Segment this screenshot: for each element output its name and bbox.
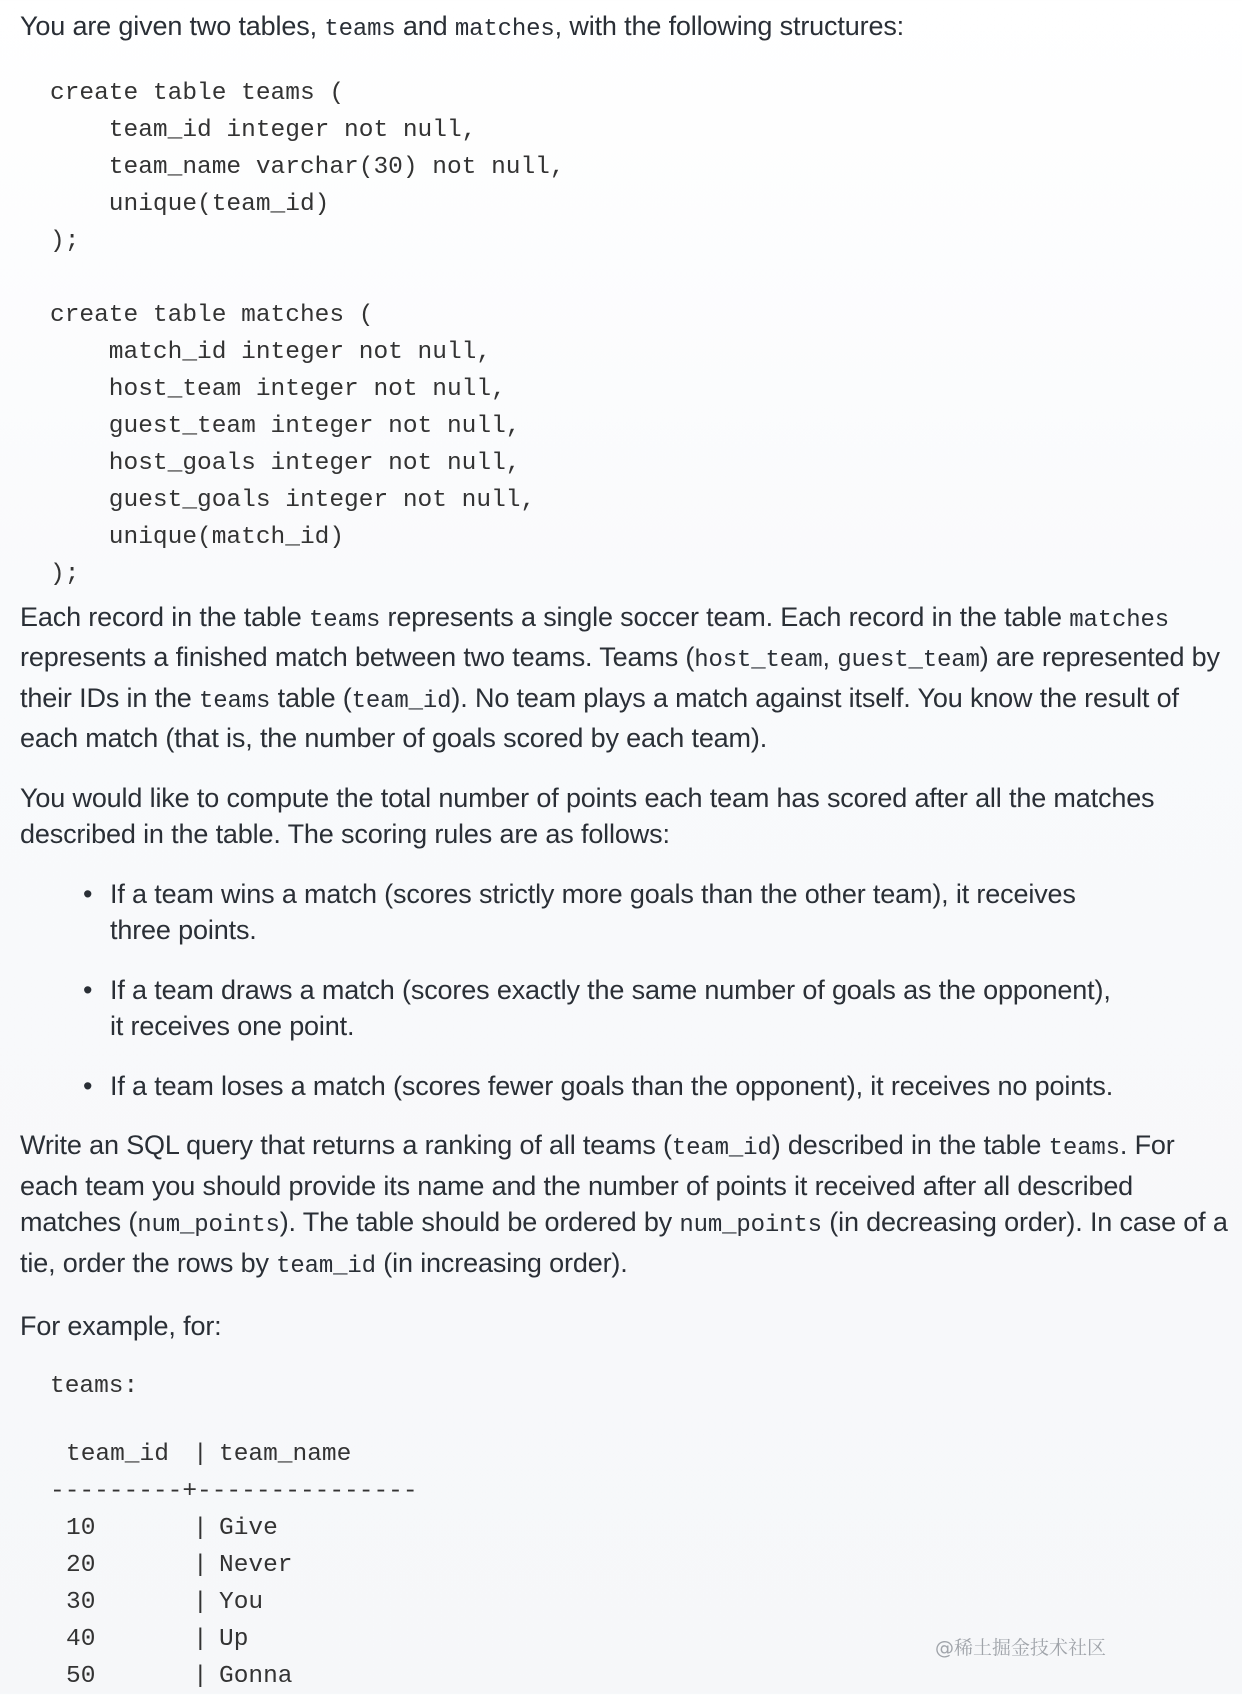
bullet-icon: •	[83, 878, 93, 909]
para3-text-2: ) described in the table	[771, 1130, 1049, 1160]
para1-text-1: Each record in the table	[20, 601, 309, 632]
intro-text-3: , with the following structures:	[554, 11, 905, 41]
intro-text-1: You are given two tables,	[20, 11, 325, 41]
intro-text-2: and	[395, 11, 455, 41]
inline-code: teams	[1048, 1135, 1120, 1162]
list-item	[20, 972, 1230, 1045]
para1-text-5: ) are represented by their IDs in the	[20, 642, 1220, 713]
problem-statement	[20, 8, 1230, 1695]
bullet-icon: •	[83, 1070, 93, 1101]
inline-code: guest_team	[837, 647, 980, 674]
para1-text-3: represents a finished match between two teams. Teams (	[20, 642, 695, 672]
scoring-intro-paragraph: You would like to compute the total number of points each team has scored after all the matches described in the table. The scoring rules are as follows:	[20, 782, 1155, 849]
inline-code: team_id	[671, 1135, 772, 1162]
inline-code: team_id	[351, 687, 452, 715]
bullet-icon: •	[83, 974, 93, 1005]
list-item	[20, 876, 1230, 949]
cell-team-name: Give	[219, 1514, 278, 1542]
schema-code-block: create table teams ( team_id integer not null, team_name varchar(30) not null, unique(team_id) ); create table matches ( match_id integer not null, host_team integer not null, guest_team integer not null, host_goals integer not null, guest_goals integer not null, unique(match_id) );	[50, 79, 565, 588]
scoring-rules-list	[20, 876, 1230, 1105]
header-team-id: team_id	[66, 1440, 169, 1468]
cell-team-id: 50	[66, 1662, 96, 1690]
intro-paragraph	[20, 8, 1230, 49]
inline-code: host_team	[694, 647, 823, 674]
column-divider: |	[193, 1625, 208, 1653]
rule-text: If a team loses a match (scores fewer goals than the opponent), it receives no points.	[110, 1070, 1114, 1101]
para3-text-1: Write an SQL query that returns a ranking of all teams (	[20, 1130, 672, 1160]
table-row	[50, 1658, 1230, 1695]
column-divider: |	[193, 1662, 208, 1690]
cell-team-id: 40	[66, 1625, 96, 1653]
header-team-name: team_name	[219, 1440, 352, 1468]
list-item	[20, 1068, 1230, 1105]
watermark: @稀土掘金技术社区	[934, 1637, 1106, 1659]
para1-text-4: ,	[822, 642, 838, 672]
task-paragraph	[20, 1127, 1230, 1285]
cell-team-name: Never	[219, 1551, 293, 1579]
cell-team-id: 10	[66, 1514, 96, 1542]
example-intro: For example, for:	[20, 1311, 222, 1341]
table-row	[50, 1547, 1230, 1584]
example-label: teams:	[50, 1372, 139, 1400]
para1-text-2: represents a single soccer team. Each record in the table	[380, 601, 1070, 632]
table-row	[50, 1584, 1230, 1621]
table-separator: ---------+---------------	[50, 1477, 418, 1505]
cell-team-id: 30	[66, 1588, 96, 1616]
para1-text-6: table (	[270, 682, 352, 713]
inline-code: teams	[199, 687, 271, 715]
column-divider: |	[193, 1440, 208, 1468]
para3-text-4: ). The table should be ordered by	[279, 1207, 680, 1237]
rule-text: If a team draws a match (scores exactly the same number of goals as the opponent), it receives one point.	[110, 974, 1111, 1041]
para3-text-3: . For each team you should provide its name and the number of points it received after all described matches (	[20, 1130, 1175, 1237]
para3-text-5: (in decreasing order). In case of a tie, order the rows by	[20, 1207, 1228, 1278]
description-paragraph	[20, 599, 1230, 757]
inline-code: num_points	[679, 1212, 822, 1239]
column-divider: |	[193, 1551, 208, 1579]
inline-code: num_points	[137, 1212, 280, 1239]
column-divider: |	[193, 1514, 208, 1542]
cell-team-name: Gonna	[219, 1662, 293, 1690]
table-row	[50, 1510, 1230, 1547]
para3-text-6: (in increasing order).	[375, 1247, 628, 1278]
cell-team-name: Up	[219, 1625, 249, 1653]
inline-code-matches: matches	[454, 16, 555, 43]
cell-team-id: 20	[66, 1551, 96, 1579]
rule-text: If a team wins a match (scores strictly more goals than the other team), it receives three points.	[110, 878, 1076, 945]
table-header	[50, 1436, 1230, 1473]
inline-code: teams	[308, 606, 381, 634]
inline-code: matches	[1069, 606, 1169, 634]
inline-code-teams: teams	[324, 16, 396, 43]
cell-team-name: You	[219, 1588, 264, 1616]
column-divider: |	[193, 1588, 208, 1616]
inline-code: team_id	[276, 1252, 376, 1280]
para1-text-7: ). No team plays a match against itself. You know the result of each match (that is, the number of goals scored by each team).	[20, 682, 1179, 753]
